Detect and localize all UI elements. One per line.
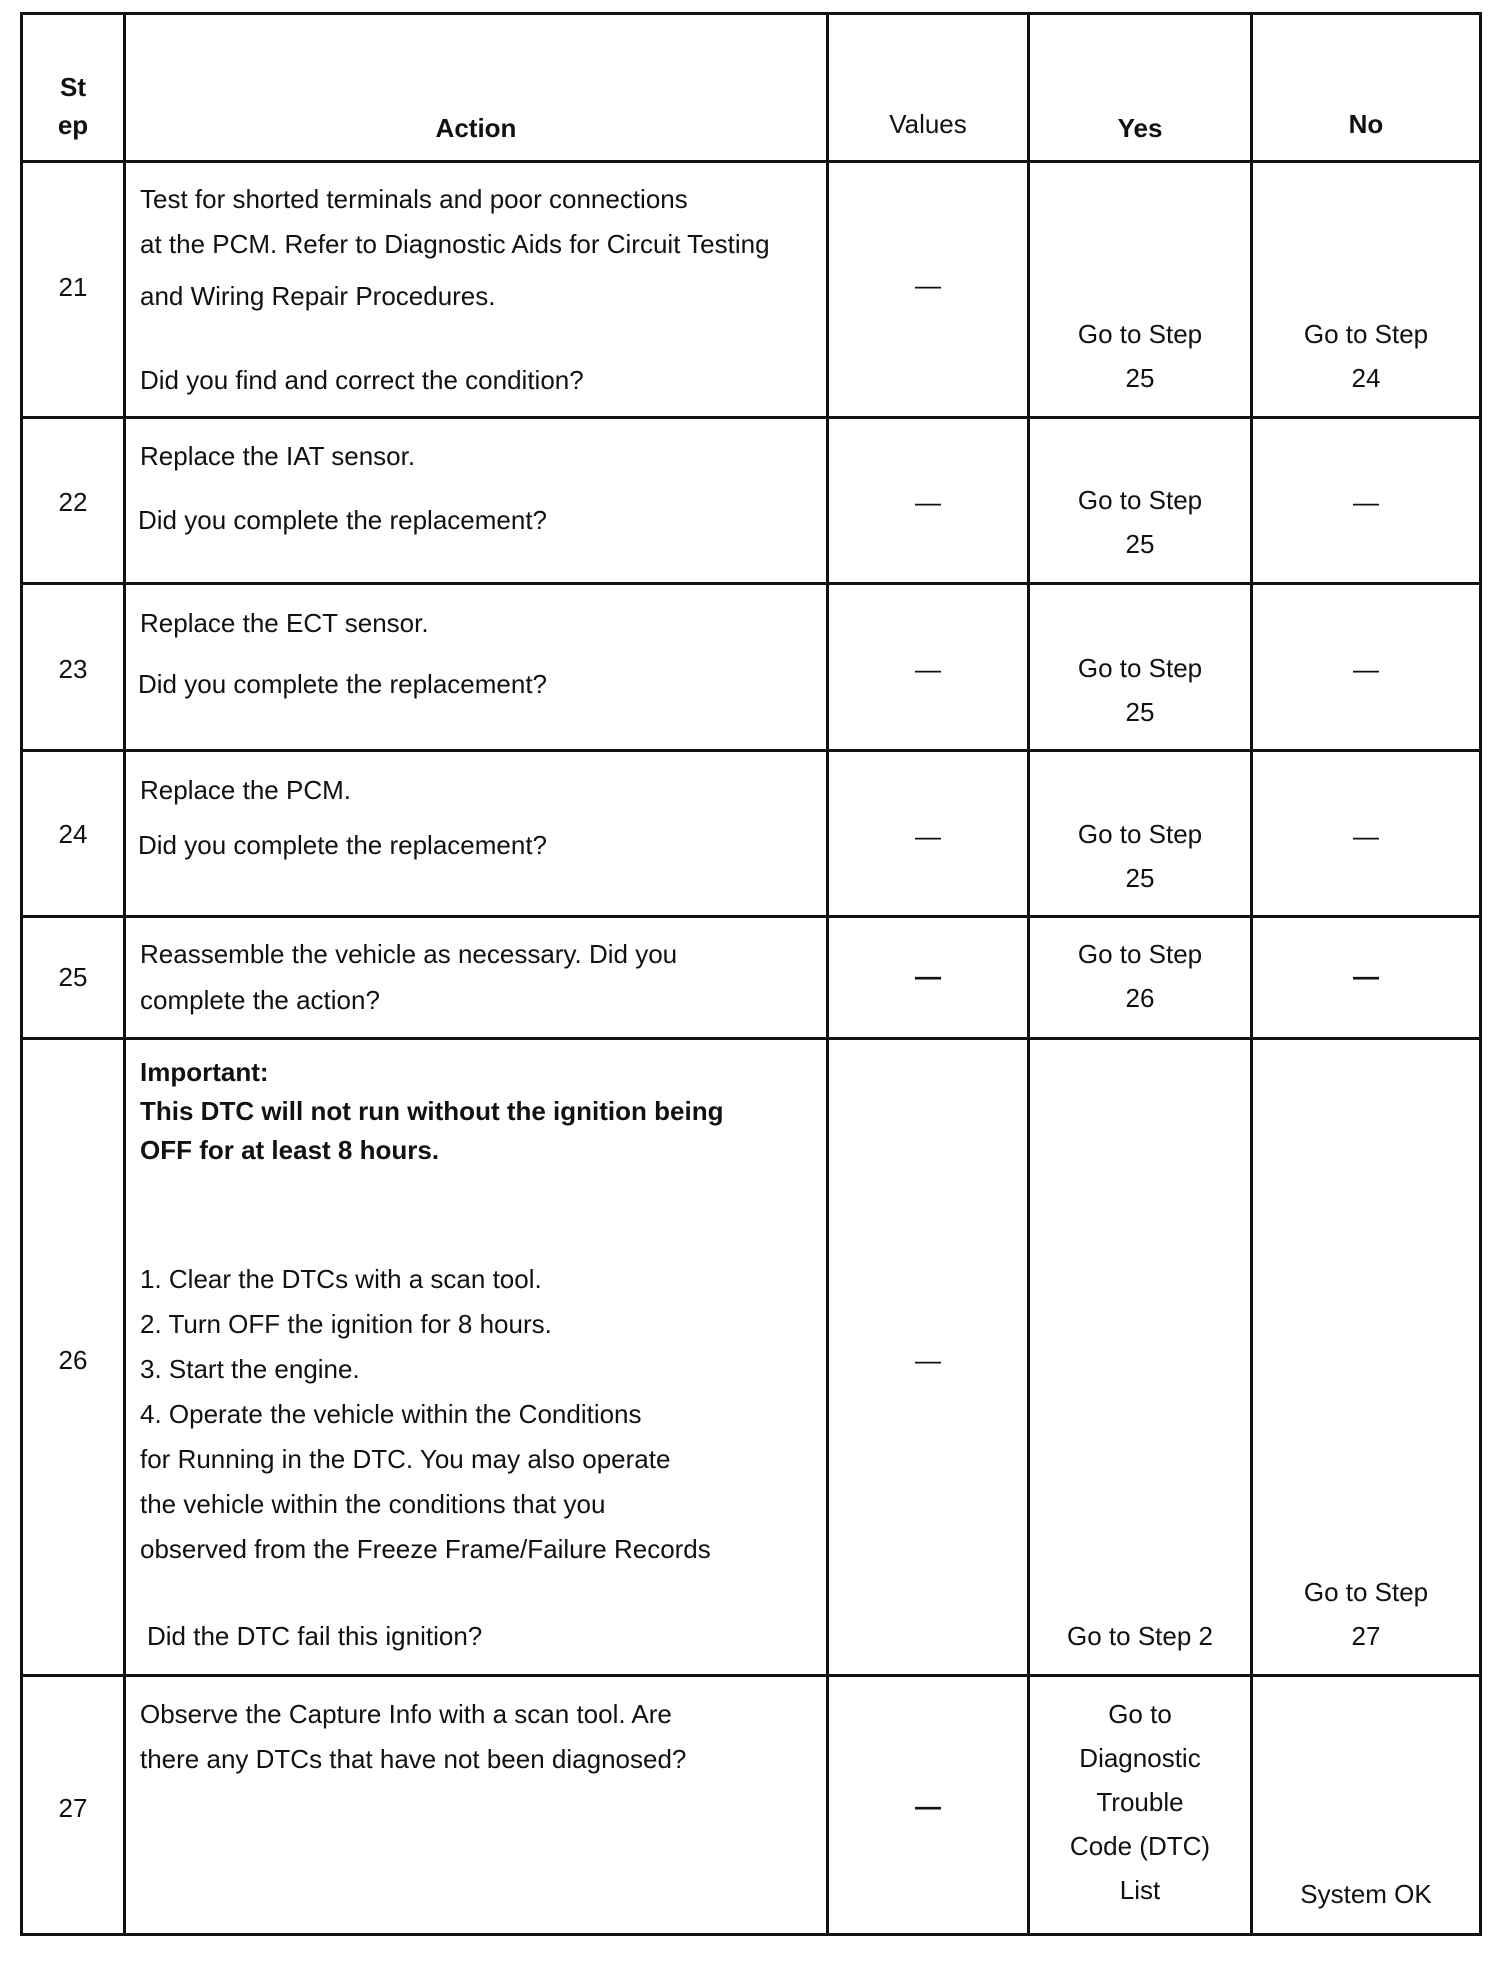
row-24-bottom-line xyxy=(20,915,1482,918)
action-list-item: 3. Start the engine. xyxy=(140,1354,360,1384)
header-no: No xyxy=(1348,109,1384,139)
values-cell: — xyxy=(915,487,941,517)
yes-cell: Go to Step 25 xyxy=(1077,653,1203,727)
values-cell: — xyxy=(915,1345,941,1375)
action-list-item: 2. Turn OFF the ignition for 8 hours. xyxy=(140,1309,552,1339)
diagnostic-table xyxy=(20,12,1482,1946)
yes-cell: Go to Step 2 xyxy=(1067,1621,1213,1651)
action-question: Did you complete the replacement? xyxy=(138,669,548,699)
yes-cell: Go to Step 25 xyxy=(1077,485,1203,559)
table-border-top xyxy=(20,12,1482,15)
no-cell: — xyxy=(1353,821,1379,851)
step-number: 21 xyxy=(58,272,88,302)
action-text: Replace the IAT sensor. xyxy=(140,441,416,471)
no-cell: Go to Step 24 xyxy=(1303,319,1429,393)
no-cell: — xyxy=(1353,961,1379,991)
action-question: Did you find and correct the condition? xyxy=(140,365,584,395)
step-number: 26 xyxy=(58,1345,88,1375)
action-list-item: 1. Clear the DTCs with a scan tool. xyxy=(140,1264,542,1294)
action-question: Did you complete the replacement? xyxy=(138,505,548,535)
important-text: OFF for at least 8 hours. xyxy=(140,1135,440,1165)
table-border-right xyxy=(1479,12,1482,1936)
row-26-bottom-line xyxy=(20,1674,1482,1677)
no-cell: Go to Step 27 xyxy=(1303,1577,1429,1651)
header-action: Action xyxy=(435,113,517,143)
action-text: for Running in the DTC. You may also operate xyxy=(140,1444,671,1474)
step-number: 24 xyxy=(58,819,88,849)
action-list-item: 4. Operate the vehicle within the Conditions xyxy=(140,1399,642,1429)
row-23-bottom-line xyxy=(20,749,1482,752)
action-text: the vehicle within the conditions that you xyxy=(140,1489,606,1519)
row-25-bottom-line xyxy=(20,1037,1482,1040)
row-21-bottom-line xyxy=(20,416,1482,419)
step-number: 23 xyxy=(58,654,88,684)
header-bottom-line xyxy=(20,160,1482,163)
header-step: St ep xyxy=(57,72,89,140)
table-border-bottom xyxy=(20,1933,1482,1936)
action-text: Reassemble the vehicle as necessary. Did you xyxy=(140,939,678,969)
header-yes: Yes xyxy=(1117,113,1163,143)
action-question: Did you complete the replacement? xyxy=(138,830,548,860)
values-cell: — xyxy=(915,654,941,684)
action-question: Did the DTC fail this ignition? xyxy=(147,1621,483,1651)
step-number: 25 xyxy=(58,962,88,992)
action-text: there any DTCs that have not been diagnosed? xyxy=(140,1744,687,1774)
values-cell: — xyxy=(915,961,941,991)
action-text: Replace the ECT sensor. xyxy=(140,608,429,638)
action-text: Observe the Capture Info with a scan tool. Are xyxy=(140,1699,672,1729)
action-text: complete the action? xyxy=(140,985,380,1015)
yes-cell: Go to Diagnostic Trouble Code (DTC) List xyxy=(1069,1699,1211,1905)
action-text: observed from the Freeze Frame/Failure Records xyxy=(140,1534,711,1564)
yes-cell: Go to Step 26 xyxy=(1077,939,1203,1013)
action-text: and Wiring Repair Procedures. xyxy=(140,281,496,311)
action-text: Test for shorted terminals and poor connections xyxy=(140,184,688,214)
header-values: Values xyxy=(889,109,967,139)
important-text: This DTC will not run without the ignition being xyxy=(140,1096,724,1126)
yes-cell: Go to Step 25 xyxy=(1077,319,1203,393)
action-text: at the PCM. Refer to Diagnostic Aids for Circuit Testing xyxy=(140,229,770,259)
yes-cell: Go to Step 25 xyxy=(1077,819,1203,893)
no-cell: — xyxy=(1353,487,1379,517)
values-cell: — xyxy=(915,270,941,300)
no-cell: System OK xyxy=(1300,1879,1432,1909)
no-cell: — xyxy=(1353,654,1379,684)
values-cell: — xyxy=(915,1791,941,1821)
action-text: Replace the PCM. xyxy=(140,775,351,805)
values-cell: — xyxy=(915,821,941,851)
step-number: 27 xyxy=(58,1793,88,1823)
step-number: 22 xyxy=(58,487,88,517)
row-22-bottom-line xyxy=(20,582,1482,585)
important-heading: Important: xyxy=(140,1057,269,1087)
